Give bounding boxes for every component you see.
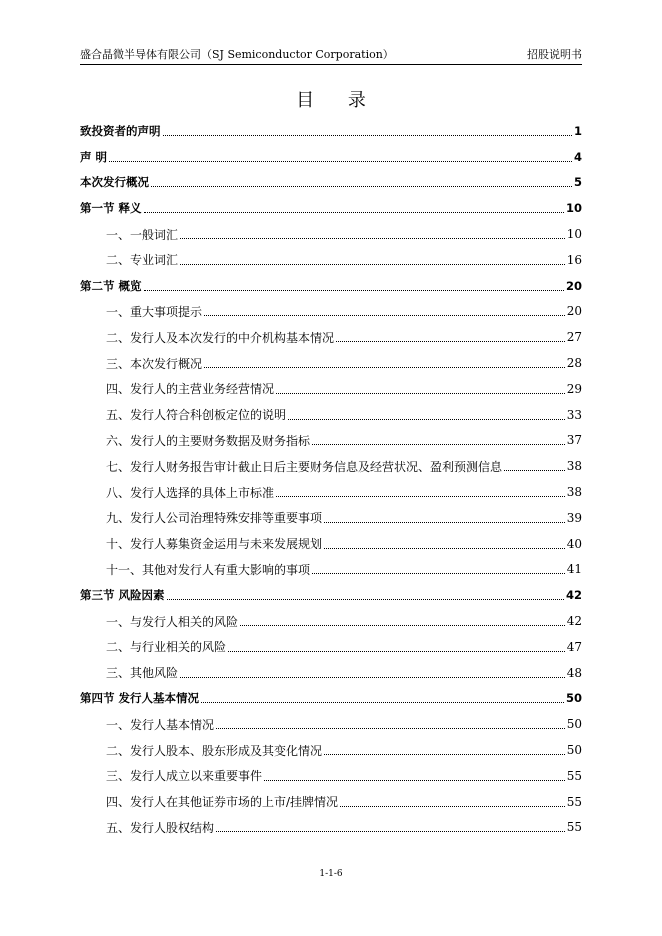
toc-title: 目 录	[296, 90, 380, 111]
toc-entry-label: 二、与行业相关的风险	[106, 640, 227, 655]
page-header	[80, 47, 582, 63]
toc-dot-leader	[312, 572, 565, 574]
toc-entry[interactable]	[80, 763, 582, 789]
toc-dot-leader	[216, 830, 565, 832]
toc-entry-page: 55	[566, 794, 582, 809]
toc-entry[interactable]	[80, 582, 582, 608]
toc-dot-leader	[204, 314, 565, 316]
toc-entry[interactable]	[80, 273, 582, 299]
toc-entry-page: 10	[566, 227, 582, 242]
table-of-contents	[80, 118, 582, 840]
toc-entry-page: 4	[573, 149, 582, 164]
toc-dot-leader	[336, 340, 565, 342]
toc-entry[interactable]	[80, 195, 582, 221]
toc-entry-label: 第一节 释义	[80, 201, 142, 216]
toc-entry-label: 十、发行人募集资金运用与未来发展规划	[106, 537, 323, 552]
toc-dot-leader	[144, 289, 564, 291]
toc-entry-page: 42	[566, 614, 582, 629]
toc-entry-page: 16	[566, 252, 582, 267]
toc-entry-label: 八、发行人选择的具体上市标准	[106, 485, 275, 500]
toc-dot-leader	[340, 805, 565, 807]
toc-entry[interactable]	[80, 170, 582, 196]
page-number: 1-1-6	[319, 869, 343, 879]
toc-entry[interactable]	[80, 608, 582, 634]
toc-entry-label: 二、专业词汇	[106, 253, 179, 268]
toc-dot-leader	[163, 134, 572, 136]
toc-entry-label: 九、发行人公司治理特殊安排等重要事项	[106, 511, 323, 526]
toc-entry-page: 37	[566, 433, 582, 448]
toc-dot-leader	[216, 727, 565, 729]
toc-entry-label: 声 明	[80, 149, 108, 164]
toc-dot-leader	[240, 624, 565, 626]
toc-dot-leader	[312, 443, 565, 445]
toc-entry-page: 5	[573, 175, 582, 190]
toc-dot-leader	[288, 418, 565, 420]
toc-entry[interactable]	[80, 505, 582, 531]
toc-entry[interactable]	[80, 634, 582, 660]
toc-entry-page: 50	[565, 691, 582, 706]
toc-entry[interactable]	[80, 144, 582, 170]
toc-entry-page: 39	[566, 510, 582, 525]
toc-entry-page: 40	[566, 536, 582, 551]
toc-entry-label: 三、本次发行概况	[106, 356, 203, 371]
toc-dot-leader	[180, 676, 565, 678]
toc-entry-page: 33	[566, 407, 582, 422]
toc-entry-label: 二、发行人及本次发行的中介机构基本情况	[106, 330, 335, 345]
toc-entry-label: 五、发行人股权结构	[106, 820, 215, 835]
toc-entry-label: 一、一般词汇	[106, 227, 179, 242]
toc-entry-label: 第三节 风险因素	[80, 588, 165, 603]
toc-entry-label: 七、发行人财务报告审计截止日后主要财务信息及经营状况、盈利预测信息	[106, 459, 503, 474]
toc-entry-label: 十一、其他对发行人有重大影响的事项	[106, 562, 311, 577]
toc-dot-leader	[144, 211, 564, 213]
toc-entry-label: 一、与发行人相关的风险	[106, 614, 239, 629]
toc-entry-label: 一、发行人基本情况	[106, 717, 215, 732]
toc-dot-leader	[204, 366, 565, 368]
toc-entry-label: 四、发行人在其他证券市场的上市/挂牌情况	[106, 795, 339, 810]
toc-entry-label: 五、发行人符合科创板定位的说明	[106, 408, 287, 423]
toc-entry-page: 55	[566, 820, 582, 835]
toc-entry[interactable]	[80, 453, 582, 479]
toc-dot-leader	[167, 598, 564, 600]
toc-entry-page: 50	[566, 743, 582, 758]
toc-entry-page: 38	[566, 485, 582, 500]
toc-entry-page: 28	[566, 356, 582, 371]
toc-entry[interactable]	[80, 376, 582, 402]
toc-entry-label: 四、发行人的主营业务经营情况	[106, 382, 275, 397]
toc-dot-leader	[324, 547, 565, 549]
toc-entry-page: 1	[573, 123, 582, 138]
toc-entry[interactable]	[80, 118, 582, 144]
toc-entry-label: 三、发行人成立以来重要事件	[106, 769, 263, 784]
toc-entry-label: 第二节 概览	[80, 278, 142, 293]
toc-entry-page: 20	[566, 304, 582, 319]
toc-entry-page: 42	[565, 588, 582, 603]
toc-entry[interactable]	[80, 247, 582, 273]
toc-dot-leader	[324, 753, 565, 755]
toc-entry-label: 三、其他风险	[106, 666, 179, 681]
toc-dot-leader	[228, 650, 565, 652]
toc-entry-label: 第四节 发行人基本情况	[80, 691, 200, 706]
toc-entry-label: 致投资者的声明	[80, 123, 161, 138]
toc-entry[interactable]	[80, 711, 582, 737]
toc-dot-leader	[264, 779, 565, 781]
toc-entry[interactable]	[80, 557, 582, 583]
toc-entry[interactable]	[80, 350, 582, 376]
document-type: 招股说明书	[527, 48, 582, 61]
toc-entry-page: 41	[566, 562, 582, 577]
toc-dot-leader	[180, 263, 565, 265]
toc-entry-label: 一、重大事项提示	[106, 304, 203, 319]
toc-entry[interactable]	[80, 789, 582, 815]
toc-dot-leader	[276, 495, 565, 497]
toc-entry-page: 38	[566, 459, 582, 474]
toc-entry-page: 55	[566, 768, 582, 783]
toc-entry[interactable]	[80, 299, 582, 325]
toc-entry-page: 10	[565, 201, 582, 216]
header-divider	[80, 64, 582, 65]
toc-entry-page: 20	[565, 278, 582, 293]
toc-dot-leader	[324, 521, 565, 523]
toc-entry[interactable]	[80, 479, 582, 505]
toc-entry[interactable]	[80, 737, 582, 763]
toc-entry[interactable]	[80, 428, 582, 454]
toc-entry[interactable]	[80, 221, 582, 247]
toc-entry-page: 48	[566, 665, 582, 680]
toc-entry[interactable]	[80, 815, 582, 841]
toc-dot-leader	[180, 237, 565, 239]
toc-entry[interactable]	[80, 686, 582, 712]
toc-entry[interactable]	[80, 402, 582, 428]
toc-entry-label: 二、发行人股本、股东形成及其变化情况	[106, 743, 323, 758]
toc-entry[interactable]	[80, 660, 582, 686]
toc-entry-page: 29	[566, 381, 582, 396]
toc-entry[interactable]	[80, 531, 582, 557]
toc-dot-leader	[504, 469, 565, 471]
toc-entry-label: 本次发行概况	[80, 175, 149, 190]
toc-dot-leader	[201, 701, 564, 703]
toc-dot-leader	[109, 160, 572, 162]
toc-entry[interactable]	[80, 324, 582, 350]
toc-entry-page: 47	[566, 639, 582, 654]
toc-dot-leader	[276, 392, 565, 394]
toc-entry-label: 六、发行人的主要财务数据及财务指标	[106, 433, 311, 448]
toc-entry-page: 50	[566, 717, 582, 732]
company-name: 盛合晶微半导体有限公司（SJ Semiconductor Corporation）	[80, 48, 394, 61]
toc-dot-leader	[151, 185, 572, 187]
toc-entry-page: 27	[566, 330, 582, 345]
